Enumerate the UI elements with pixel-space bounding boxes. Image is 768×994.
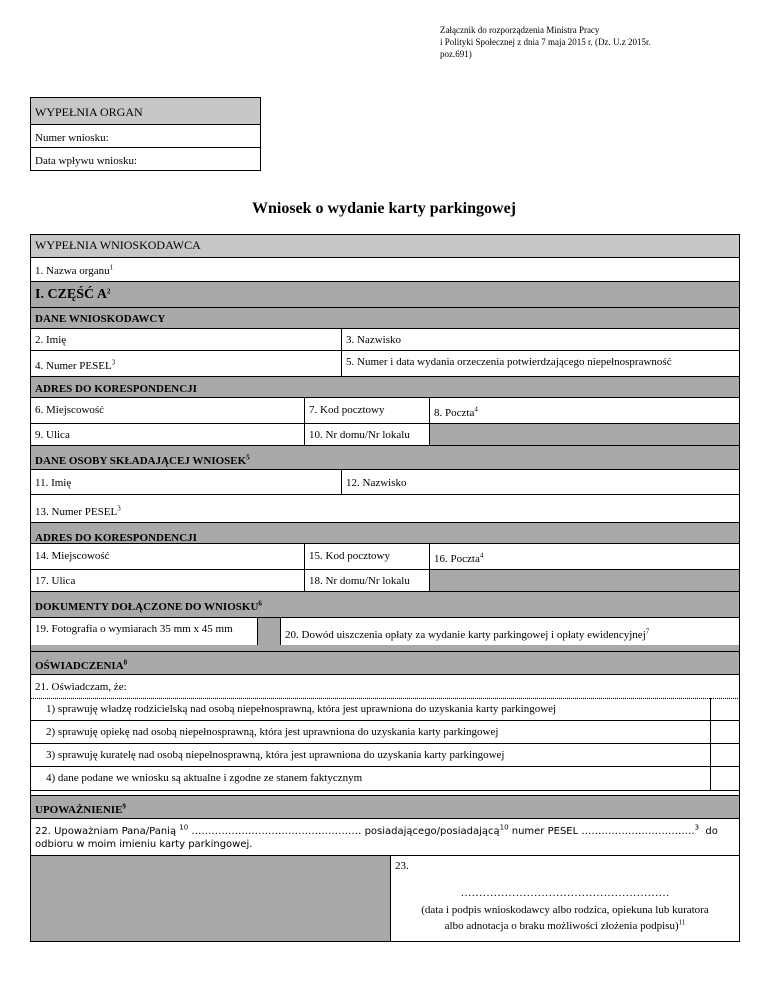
statement-1	[30, 698, 711, 721]
statement-2-text: 2) sprawuję opiekę nad osobą niepełnosprawną, która jest uprawniona do uzyskania karty parkingowej	[46, 726, 499, 738]
field-18-house-number[interactable]	[304, 569, 430, 592]
field-16-post-office[interactable]	[429, 543, 740, 570]
applicant-header	[30, 234, 740, 258]
field-16-sup: 4	[479, 551, 484, 560]
field-17-street[interactable]	[30, 569, 305, 592]
statement-3	[30, 743, 711, 767]
statement-3-text: 3) sprawuję kuratelę nad osobą niepełnosprawną, która jest uprawniona do uzyskania karty parkingowej	[46, 749, 505, 761]
applicant-header-text: WYPEŁNIA WNIOSKODAWCA	[35, 238, 201, 252]
applicant-data-header	[30, 307, 740, 329]
statements-title: OŚWIADCZENIA	[35, 660, 124, 672]
field-6-label: 6. Miejscowość	[35, 404, 105, 416]
field-20-fee-proof[interactable]	[280, 617, 740, 646]
field-4-label: 4. Numer PESEL	[35, 360, 112, 372]
field-12-label: 12. Nazwisko	[346, 477, 407, 489]
field-18-label: 18. Nr domu/Nr lokalu	[309, 575, 410, 587]
statements-title-sup: 8	[123, 658, 128, 667]
part-a-sup: 2	[106, 287, 111, 296]
field-17-label: 17. Ulica	[35, 575, 76, 587]
field-1-authority-name[interactable]	[30, 257, 740, 282]
receipt-date-label: Data wpływu wniosku:	[35, 155, 138, 167]
field-9-label: 9. Ulica	[35, 429, 70, 441]
field-20-label: 20. Dowód uiszczenia opłaty za wydanie karty parkingowej i opłaty ewidencyjnej	[285, 629, 646, 641]
field-9-street[interactable]	[30, 423, 305, 446]
signature-caption-2	[395, 920, 735, 933]
statement-1-checkbox[interactable]	[710, 698, 740, 721]
authorization-title: UPOWAŻNIENIE	[35, 804, 123, 816]
documents-title-sup: 6	[258, 599, 262, 608]
address-2-header	[30, 522, 740, 544]
submitter-title: DANE OSOBY SKŁADAJĄCEJ WNIOSEK	[35, 455, 247, 467]
field-11-label: 11. Imię	[35, 477, 72, 489]
documents-header	[30, 591, 740, 618]
statement-4-checkbox[interactable]	[710, 766, 740, 791]
signature-number: 23.	[395, 860, 409, 872]
address-2-filler	[429, 569, 740, 592]
header-note-line1: Załącznik do rozporządzenia Ministra Pracy	[440, 25, 600, 35]
field-20-sup: 7	[645, 627, 650, 636]
field-15-postal-code[interactable]	[304, 543, 430, 570]
authorization-dots-1: ……………………………………………	[191, 826, 362, 837]
authorization-line-2: odbioru w moim imieniu karty parkingowej.	[35, 839, 253, 850]
field-1-sup: 1	[109, 263, 114, 272]
authorization-header	[30, 795, 740, 819]
field-13-label: 13. Numer PESEL	[35, 506, 118, 518]
address-2-title: ADRES DO KORESPONDENCJI	[35, 532, 197, 544]
signature-filler	[30, 855, 391, 942]
field-12-last-name[interactable]	[341, 469, 740, 495]
signature-sup: 11	[678, 918, 686, 927]
submitter-title-sup: 5	[246, 453, 250, 462]
field-6-city[interactable]	[30, 397, 305, 424]
field-16-label: 16. Poczta	[434, 553, 480, 565]
field-11-first-name[interactable]	[30, 469, 342, 495]
field-7-label: 7. Kod pocztowy	[309, 404, 385, 416]
field-4-sup: 3	[111, 358, 116, 367]
part-a-header	[30, 281, 740, 308]
address-1-header	[30, 376, 740, 398]
field-10-label: 10. Nr domu/Nr lokalu	[309, 429, 410, 441]
submitter-header	[30, 445, 740, 470]
field-15-label: 15. Kod pocztowy	[309, 550, 390, 562]
header-note-line2: i Polityki Społecznej z dnia 7 maja 2015 r. (Dz. U.z 2015r.	[440, 37, 651, 47]
statement-4	[30, 766, 711, 791]
field-5-label: 5. Numer i data wydania orzeczenia potwierdzającego niepełnosprawność	[346, 356, 672, 368]
part-a-label: I. CZĘŚĆ A	[35, 287, 107, 302]
authorization-dots-2: …………………………….	[581, 826, 695, 837]
authorization-sup-10b: 10	[499, 823, 509, 832]
field-3-label: 3. Nazwisko	[346, 334, 401, 346]
field-19-checkbox[interactable]	[257, 617, 281, 646]
field-13-pesel[interactable]	[30, 494, 740, 523]
authorization-part-2: posiadającego/posiadającą	[364, 826, 500, 837]
application-number-field[interactable]	[30, 124, 261, 148]
form-title: Wniosek o wydanie karty parkingowej	[251, 200, 517, 217]
receipt-date-field[interactable]	[30, 147, 261, 171]
authorization-part-1: 22. Upoważniam Pana/Panią	[35, 826, 177, 837]
authorization-part-4: do	[705, 826, 718, 837]
field-23-signature[interactable]	[390, 855, 740, 942]
field-14-city[interactable]	[30, 543, 305, 570]
field-10-house-number[interactable]	[304, 423, 430, 446]
application-number-label: Numer wniosku:	[35, 132, 109, 144]
signature-caption-1: (data i podpis wnioskodawcy albo rodzica, opiekuna lub kuratora	[421, 904, 709, 916]
field-21-declaration	[30, 674, 740, 699]
field-8-post-office[interactable]	[429, 397, 740, 424]
statement-4-text: 4) dane podane we wniosku są aktualne i zgodne ze stanem faktycznym	[46, 772, 363, 784]
field-8-sup: 4	[474, 405, 478, 414]
statement-1-text: 1) sprawuję władzę rodzicielską nad osobą niepełnosprawną, która jest uprawniona do uzyskania karty parkingowej	[46, 703, 557, 715]
field-7-postal-code[interactable]	[304, 397, 430, 424]
statement-2	[30, 720, 711, 744]
signature-caption-2-text: albo adnotacja o braku możliwości złożenia podpisu)	[444, 920, 679, 932]
address-1-title: ADRES DO KORESPONDENCJI	[35, 383, 197, 395]
field-8-label: 8. Poczta	[434, 407, 475, 419]
authorization-title-sup: 9	[122, 802, 126, 811]
field-19-label: 19. Fotografia o wymiarach 35 mm x 45 mm	[35, 623, 233, 635]
field-19-photo[interactable]	[30, 617, 258, 646]
field-13-sup: 3	[117, 504, 121, 513]
statements-header	[30, 651, 740, 675]
field-3-last-name[interactable]	[341, 328, 740, 351]
field-5-certificate[interactable]	[341, 350, 740, 377]
field-21-label: 21. Oświadczam, że:	[35, 681, 127, 693]
authorization-sup-3: 3	[694, 823, 700, 832]
statement-3-checkbox[interactable]	[710, 743, 740, 767]
signature-dots: …………………………………………………	[460, 887, 670, 899]
authorization-part-3: numer PESEL	[511, 826, 579, 837]
authorization-line-1	[35, 825, 735, 838]
organ-box-title	[30, 97, 261, 125]
field-1-label: 1. Nazwa organu	[35, 265, 110, 277]
header-note-line3: poz.691)	[440, 49, 472, 59]
statement-2-checkbox[interactable]	[710, 720, 740, 744]
field-4-pesel[interactable]	[30, 350, 342, 377]
field-2-first-name[interactable]	[30, 328, 342, 351]
organ-box-title-text: WYPEŁNIA ORGAN	[35, 105, 143, 119]
field-22-authorization[interactable]	[30, 818, 740, 856]
address-1-filler	[429, 423, 740, 446]
authorization-sup-10a: 10	[179, 823, 189, 832]
documents-title: DOKUMENTY DOŁĄCZONE DO WNIOSKU	[35, 601, 259, 613]
field-2-label: 2. Imię	[35, 334, 67, 346]
field-14-label: 14. Miejscowość	[35, 550, 110, 562]
header-note	[440, 24, 740, 60]
applicant-data-title: DANE WNIOSKODAWCY	[35, 313, 166, 325]
